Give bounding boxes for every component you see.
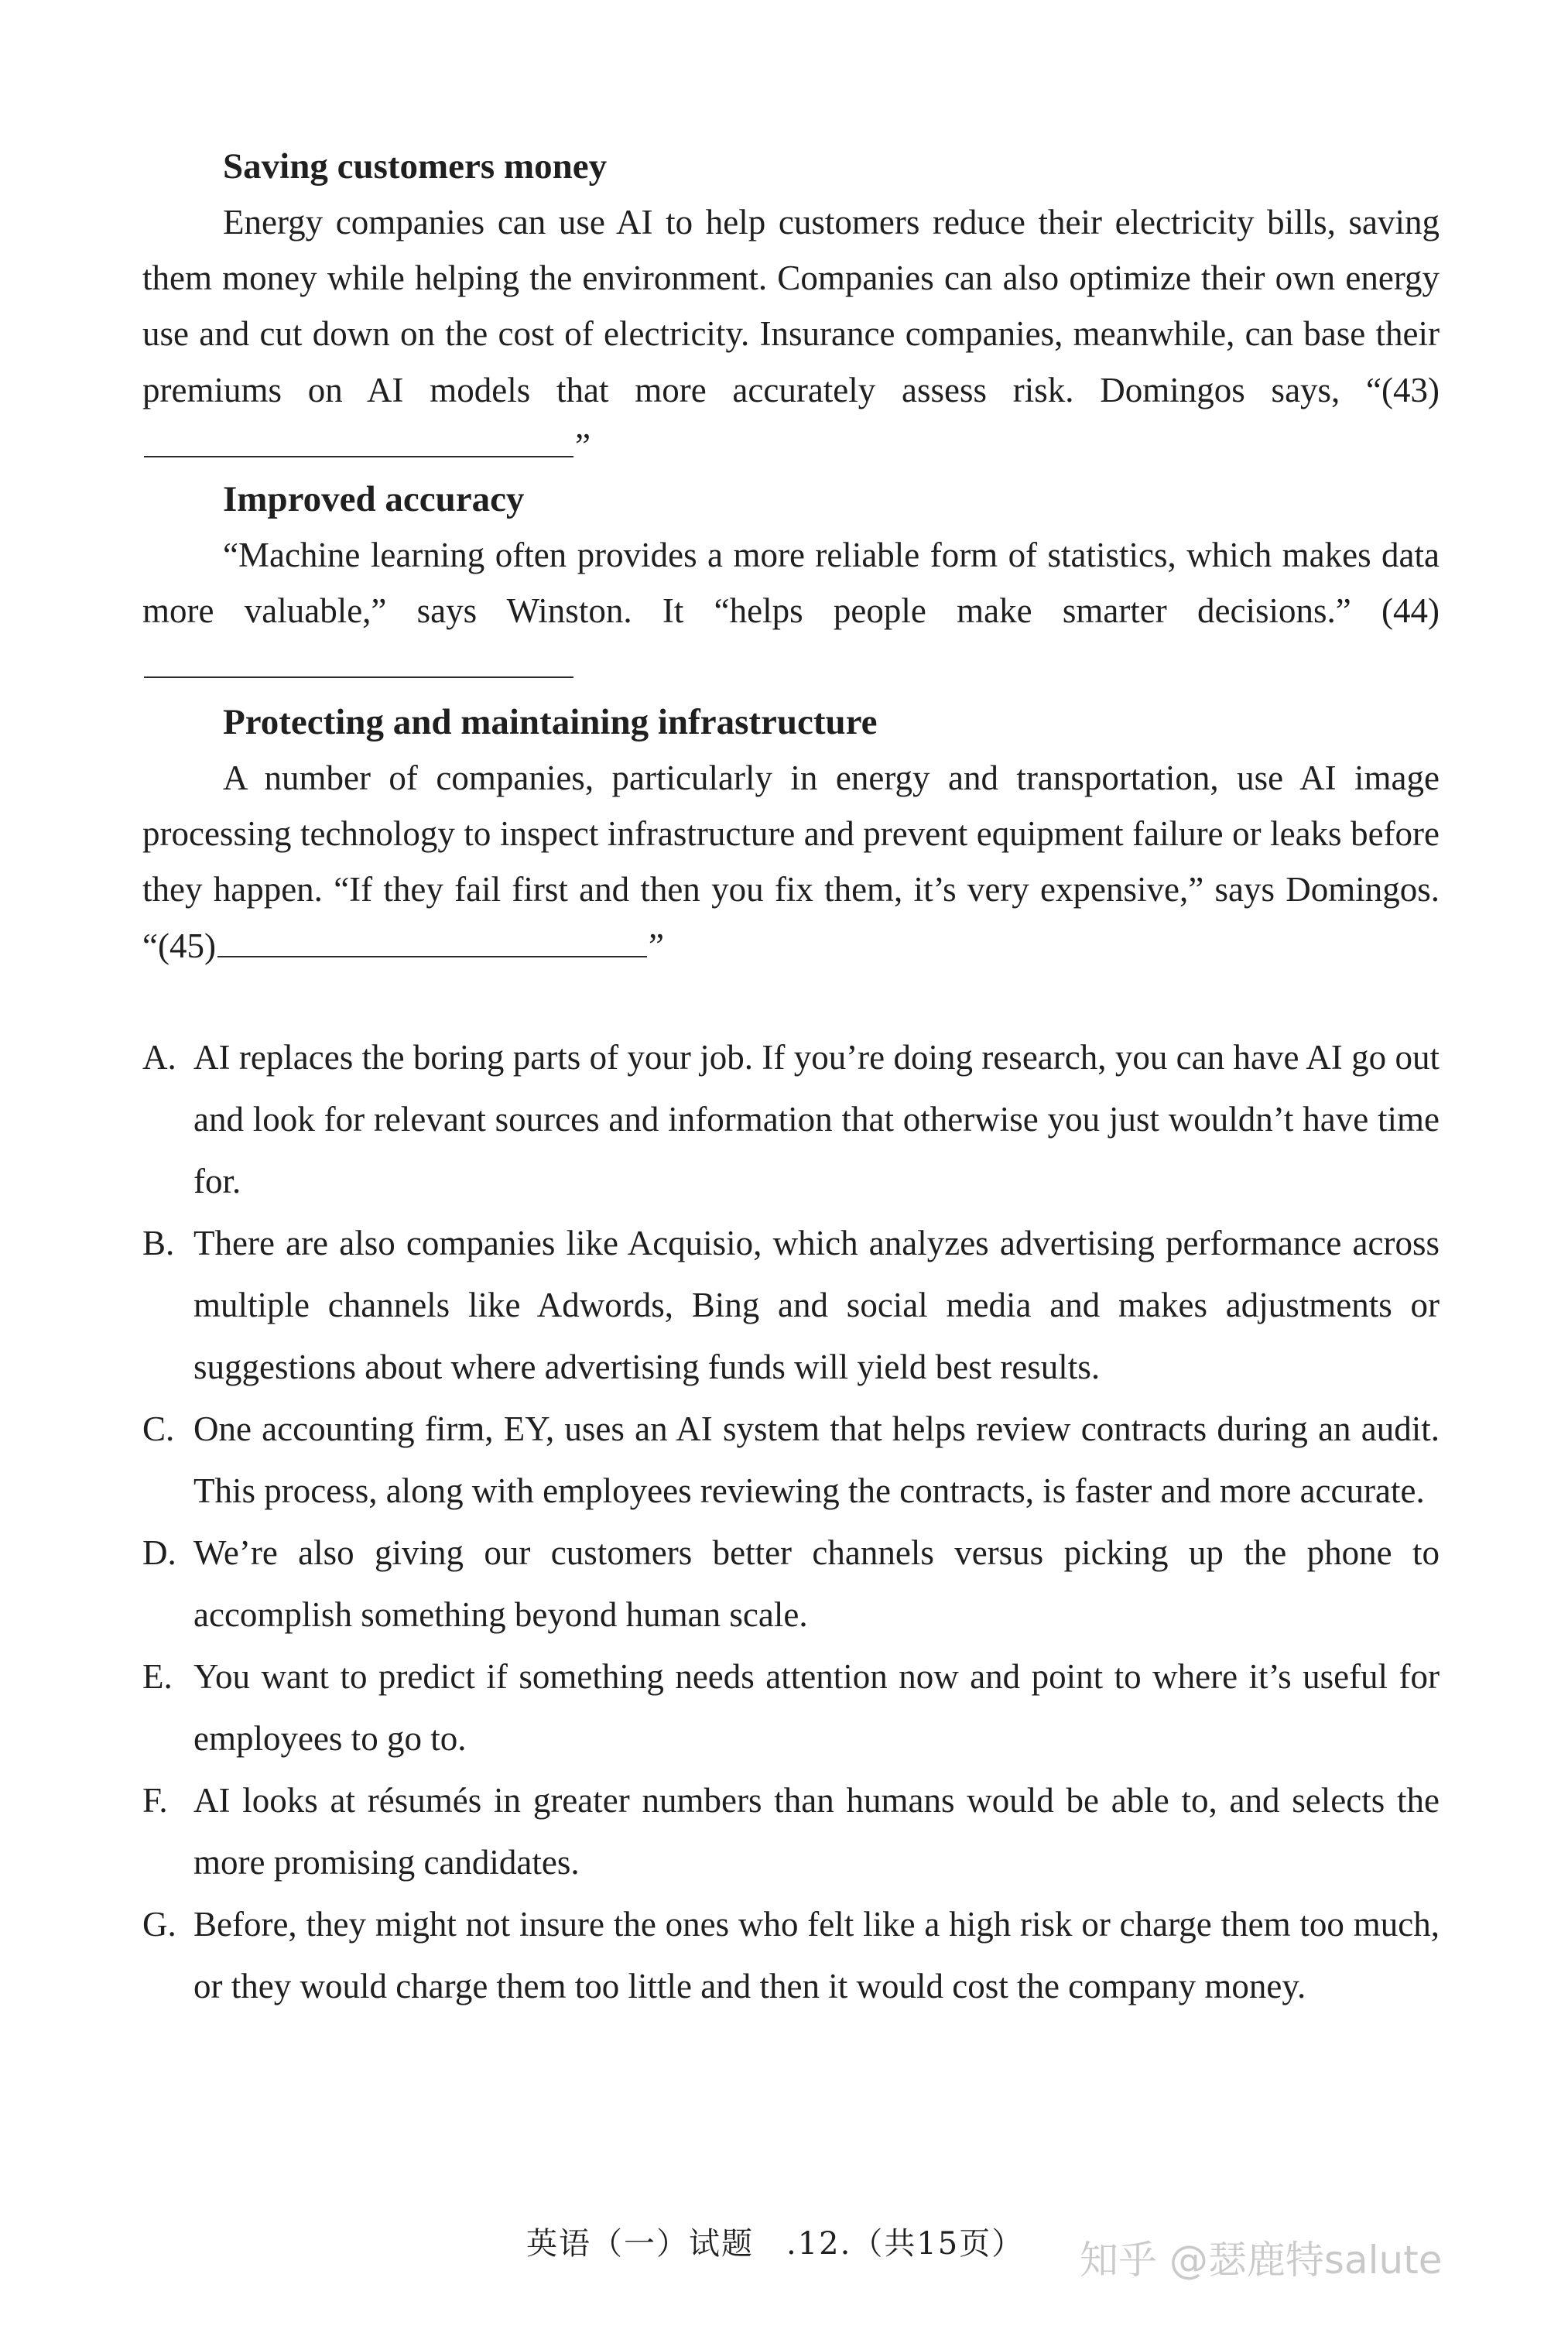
option-letter: B. bbox=[142, 1224, 175, 1262]
option-c bbox=[142, 1398, 1440, 1522]
option-text: AI looks at résumés in greater numbers than humans would be able to, and selects the more promising candidates. bbox=[193, 1781, 1440, 1882]
option-b bbox=[142, 1212, 1440, 1398]
paragraph-improved-accuracy bbox=[142, 527, 1440, 695]
section-heading-protecting-infrastructure: Protecting and maintaining infrastructure bbox=[223, 702, 878, 742]
answer-options-list bbox=[142, 1026, 1440, 2017]
option-text: We’re also giving our customers better channels versus picking up the phone to accomplish something beyond human scale. bbox=[193, 1533, 1440, 1634]
watermark: 知乎 @瑟鹿特salute bbox=[1080, 2238, 1443, 2283]
option-d bbox=[142, 1522, 1440, 1646]
option-letter: C. bbox=[142, 1409, 175, 1448]
answer-blank-44[interactable] bbox=[144, 642, 573, 678]
option-g bbox=[142, 1893, 1440, 2017]
option-letter: A. bbox=[142, 1038, 176, 1077]
option-text: AI replaces the boring parts of your job. If you’re doing research, you can have AI go out and look for relevant sources and information that otherwise you just wouldn’t have time for. bbox=[193, 1038, 1440, 1200]
option-letter: F. bbox=[142, 1781, 168, 1820]
paragraph-text: “Machine learning often provides a more reliable form of statistics, which makes data more valuable,” says Winston. It “helps people make smarter decisions.” (44) bbox=[142, 536, 1440, 631]
paragraph-text: Energy companies can use AI to help customers reduce their electricity bills, saving them money while helping the environment. Companies can also optimize their own energy use and cut down on the cost of electricity. Insurance companies, meanwhile, can base their premiums on AI models that more accurately assess risk. Domingos says, “(43) bbox=[142, 203, 1440, 409]
section-heading-saving-customers-money: Saving customers money bbox=[223, 146, 608, 187]
section-heading-improved-accuracy: Improved accuracy bbox=[223, 479, 525, 519]
footer-page-info: 英语（一）试题 .12.（共15页） bbox=[526, 2226, 1025, 2262]
option-letter: D. bbox=[142, 1533, 176, 1572]
option-text: There are also companies like Acquisio, which analyzes advertising performance across multiple channels like Adwords, Bing and social media and makes adjustments or suggestions about where advertising funds will yield best results. bbox=[193, 1224, 1440, 1386]
answer-blank-43[interactable] bbox=[144, 422, 573, 457]
closing-quote: ” bbox=[575, 426, 591, 465]
option-f bbox=[142, 1769, 1440, 1893]
option-e bbox=[142, 1646, 1440, 1769]
option-text: One accounting firm, EY, uses an AI system that helps review contracts during an audit. This process, along with employees reviewing the contracts, is faster and more accurate. bbox=[193, 1409, 1440, 1510]
paragraph-saving-customers-money bbox=[142, 194, 1440, 474]
paragraph-text: A number of companies, particularly in energy and transportation, use AI image processing technology to inspect infrastructure and prevent equipment failure or leaks before they happen. “If they fail first and then you fix them, it’s very expensive,” says Domingos. “(45) bbox=[142, 759, 1440, 965]
option-text: You want to predict if something needs attention now and point to where it’s useful for employees to go to. bbox=[193, 1657, 1440, 1758]
option-a bbox=[142, 1026, 1440, 1212]
answer-blank-45[interactable] bbox=[217, 922, 647, 957]
paragraph-protecting-infrastructure bbox=[142, 750, 1440, 974]
option-text: Before, they might not insure the ones who felt like a high risk or charge them too much, or they would charge them too little and then it would cost the company money. bbox=[193, 1905, 1440, 2005]
option-letter: G. bbox=[142, 1905, 176, 1944]
closing-quote: ” bbox=[648, 926, 664, 965]
option-letter: E. bbox=[142, 1657, 173, 1696]
